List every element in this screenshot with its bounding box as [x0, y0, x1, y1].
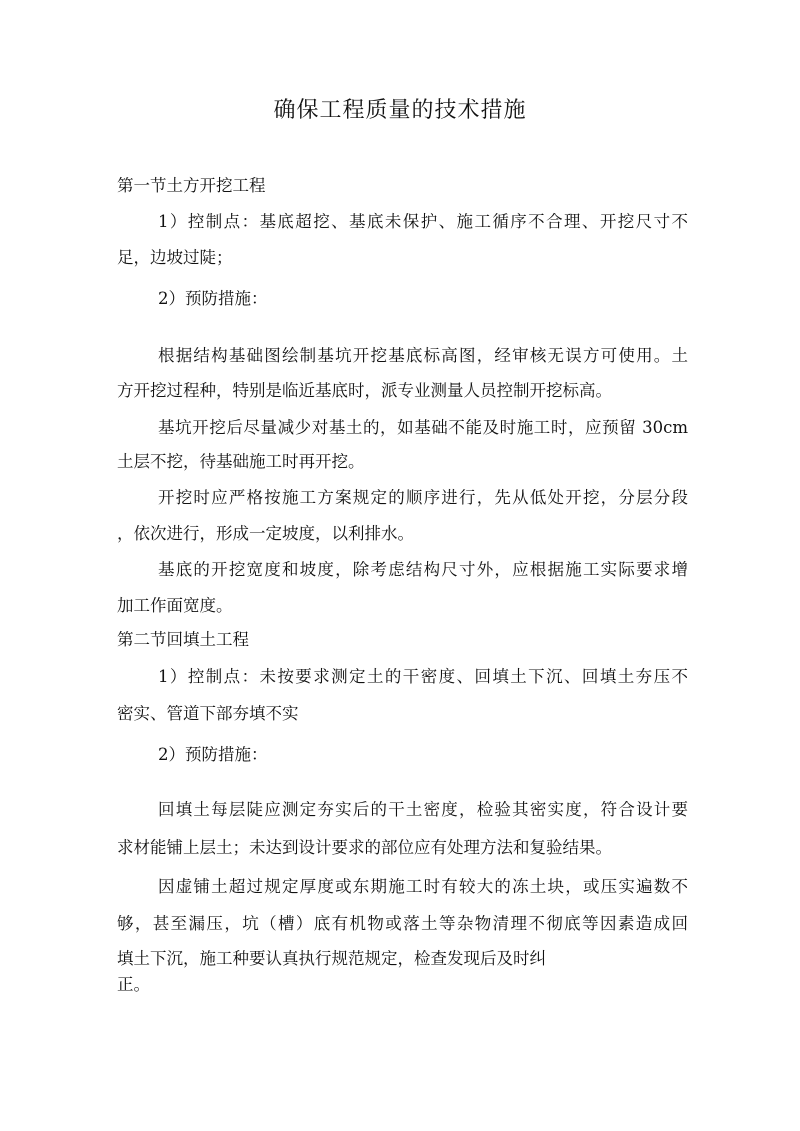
paragraph-line: 填土下沉，施工种要认真执行规范规定，检查发现后及时纠	[117, 949, 546, 968]
paragraph-line: 加工作面宽度。	[117, 596, 233, 615]
paragraph-line: 因虚铺土超过规定厚度或东期施工时有较大的冻土块，或压实遍数不	[158, 877, 688, 896]
paragraph-line: 基底的开挖宽度和坡度，除考虑结构尺寸外，应根据施工实际要求增	[158, 560, 688, 579]
paragraph-line: 回填土每层陡应测定夯实后的干土密度，检验其密实度，符合设计要	[158, 800, 688, 819]
paragraph-line: 正。	[117, 975, 150, 994]
control-points-line: 足，边坡过陡；	[117, 248, 233, 267]
prevention-heading: 2）预防措施：	[158, 289, 268, 308]
prevention-heading: 2）预防措施：	[158, 745, 268, 764]
paragraph-line: 够，甚至漏压，坑（槽）底有机物或落土等杂物清理不彻底等因素造成回	[117, 914, 688, 933]
control-points-line: 密实、管道下部夯填不实	[117, 704, 299, 723]
paragraph-line: 方开挖过程种，特别是临近基底时，派专业测量人员控制开挖标高。	[117, 381, 612, 400]
control-points-line: 1）控制点：未按要求测定土的干密度、回填土下沉、回填土夯压不	[158, 667, 688, 686]
control-points-line: 1）控制点：基底超挖、基底未保护、施工循序不合理、开挖尺寸不	[158, 212, 688, 231]
paragraph-line: 土层不挖，待基础施工时再开挖。	[117, 452, 365, 471]
paragraph-line: 基坑开挖后尽量减少对基土的，如基础不能及时施工时，应预留 30cm	[158, 418, 688, 437]
document-title: 确保工程质量的技术措施	[273, 98, 527, 123]
paragraph-line: ，依次进行，形成一定坡度，以利排水。	[117, 524, 414, 543]
paragraph-line: 根据结构基础图绘制基坑开挖基底标高图，经审核无误方可使用。土	[158, 346, 688, 365]
section-heading-backfill: 第二节回填土工程	[117, 630, 249, 649]
section-heading-earthwork: 第一节土方开挖工程	[117, 176, 266, 195]
paragraph-line: 开挖时应严格按施工方案规定的顺序进行，先从低处开挖，分层分段	[158, 488, 688, 507]
paragraph-line: 求材能铺上层土；未达到设计要求的部位应有处理方法和复验结果。	[117, 838, 612, 857]
